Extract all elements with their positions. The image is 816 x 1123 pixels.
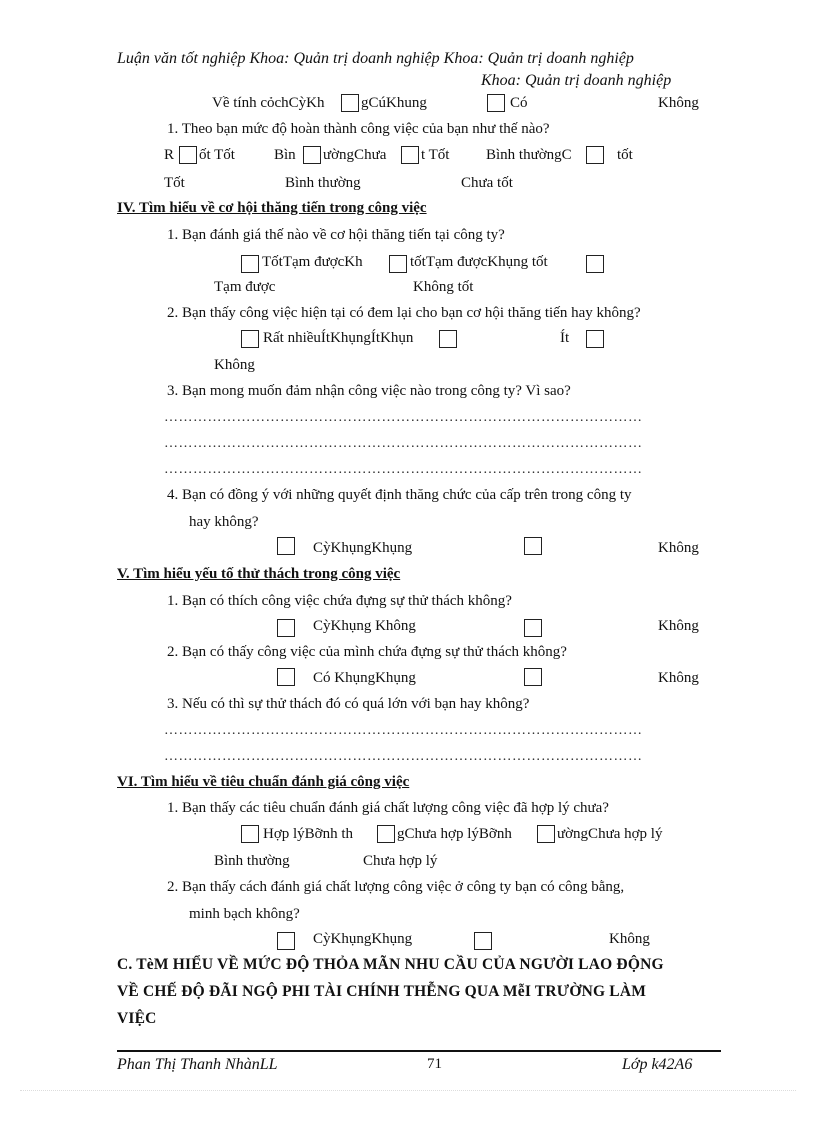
- header-line-1: Luận văn tốt nghiệp Khoa: Quản trị doanh nghiệp Khoa: Quản trị doanh nghiệp: [117, 50, 634, 67]
- checkbox[interactable]: [303, 146, 321, 164]
- footer-class: Lớp k42A6: [622, 1056, 693, 1073]
- option-text: Tạm được: [214, 279, 276, 295]
- option-text: Không: [658, 670, 699, 686]
- option-text: Không: [609, 931, 650, 947]
- footer-rule: [117, 1050, 721, 1052]
- checkbox[interactable]: [277, 619, 295, 637]
- row-b-text: Bìn: [274, 147, 296, 163]
- row-b-text: t Tốt: [421, 147, 450, 163]
- checkbox[interactable]: [537, 825, 555, 843]
- section-title-vi: VI. Tìm hiểu về tiêu chuẩn đánh giá công việc: [117, 774, 410, 790]
- checkbox[interactable]: [586, 330, 604, 348]
- dotted-answer-line[interactable]: ………………………………………………………………………………………: [164, 436, 643, 451]
- section-c-title-line-2: VỀ CHẾ ĐỘ ĐÃI NGỘ PHI TÀI CHÍNH THỄNG QUA MễI TRƯỜNG LÀM: [117, 983, 647, 1000]
- checkbox[interactable]: [341, 94, 359, 112]
- option-text: gChưa hợp lýBỡnh: [397, 826, 512, 842]
- question-text: 3. Bạn mong muốn đảm nhận công việc nào trong công ty? Vì sao?: [167, 383, 571, 399]
- option-text: Hợp lýBỡnh th: [263, 826, 354, 842]
- option-text: Ít: [560, 330, 570, 346]
- question-text: 2. Bạn có thấy công việc của mình chứa đựng sự thử thách không?: [167, 644, 567, 660]
- row-a-text-3: Có: [510, 95, 528, 111]
- section-c-title-line-1: C. TèM HIỂU VỀ MỨC ĐỘ THỎA MÃN NHU CẦU CỦA NGƯỜI LAO ĐỘNG: [117, 956, 664, 973]
- checkbox[interactable]: [389, 255, 407, 273]
- option-text: Không tốt: [413, 279, 474, 295]
- option-text: Bình thường: [214, 853, 290, 869]
- option-text: Rất nhiềuÍtKhụngÍtKhụn: [263, 330, 414, 346]
- checkbox[interactable]: [277, 537, 295, 555]
- question-text: 3. Nếu có thì sự thử thách đó có quá lớn với bạn hay không?: [167, 696, 530, 712]
- option-text: CỳKhụngKhụng: [313, 931, 413, 947]
- option-text: Không: [658, 540, 699, 556]
- dotted-answer-line[interactable]: ………………………………………………………………………………………: [164, 723, 643, 738]
- page-divider: [20, 1090, 796, 1091]
- checkbox[interactable]: [524, 619, 542, 637]
- row-b-text: tốt: [617, 147, 633, 163]
- option-text: Không: [214, 357, 255, 373]
- checkbox[interactable]: [524, 537, 542, 555]
- row-c-text: Chưa tốt: [461, 175, 513, 191]
- option-text: tốtTạm đượcKhụng tốt: [410, 254, 548, 270]
- checkbox[interactable]: [241, 255, 259, 273]
- question-text: hay không?: [189, 514, 259, 530]
- footer-page-number: 71: [427, 1056, 442, 1072]
- checkbox[interactable]: [241, 330, 259, 348]
- option-text: Không: [658, 618, 699, 634]
- row-a-text-1: Về tính cỏchCỳKh: [212, 95, 325, 111]
- section-title-v: V. Tìm hiểu yếu tố thử thách trong công việc: [117, 566, 401, 582]
- checkbox[interactable]: [439, 330, 457, 348]
- row-b-text: ườngChưa: [323, 147, 387, 163]
- question-text: 1. Bạn có thích công việc chứa đựng sự thử thách không?: [167, 593, 512, 609]
- checkbox[interactable]: [487, 94, 505, 112]
- header-line-2: Khoa: Quản trị doanh nghiệp: [481, 72, 672, 89]
- section-c-title-line-3: VIỆC: [117, 1010, 157, 1027]
- row-b-text: R: [164, 147, 175, 163]
- checkbox[interactable]: [377, 825, 395, 843]
- dotted-answer-line[interactable]: ………………………………………………………………………………………: [164, 749, 643, 764]
- checkbox[interactable]: [401, 146, 419, 164]
- section-title-iv: IV. Tìm hiểu về cơ hội thăng tiến trong công việc: [117, 200, 427, 216]
- footer-author: Phan Thị Thanh NhànLL: [117, 1056, 278, 1073]
- dotted-answer-line[interactable]: ………………………………………………………………………………………: [164, 410, 643, 425]
- row-b-text: ốt Tốt: [199, 147, 235, 163]
- checkbox[interactable]: [586, 255, 604, 273]
- checkbox[interactable]: [241, 825, 259, 843]
- row-b-text: Bình thườngC: [486, 147, 572, 163]
- checkbox[interactable]: [179, 146, 197, 164]
- dotted-answer-line[interactable]: ………………………………………………………………………………………: [164, 462, 643, 477]
- checkbox[interactable]: [524, 668, 542, 686]
- question-text: minh bạch không?: [189, 906, 300, 922]
- checkbox[interactable]: [474, 932, 492, 950]
- option-text: ườngChưa hợp lý: [557, 826, 663, 842]
- row-a-text-2: gCúKhung: [361, 95, 427, 111]
- option-text: CỳKhụng Không: [313, 618, 416, 634]
- option-text: Có KhụngKhụng: [313, 670, 416, 686]
- question-text: 1. Bạn đánh giá thế nào về cơ hội thăng tiến tại công ty?: [167, 227, 505, 243]
- checkbox[interactable]: [586, 146, 604, 164]
- question-text: 4. Bạn có đồng ý với những quyết định thăng chức của cấp trên trong công ty: [167, 487, 632, 503]
- row-a-text-4: Không: [658, 95, 699, 111]
- question-text: 1. Bạn thấy các tiêu chuẩn đánh giá chất lượng công việc đã hợp lý chưa?: [167, 800, 609, 816]
- option-text: TốtTạm đượcKh: [262, 254, 363, 270]
- row-c-text: Tốt: [164, 175, 185, 191]
- option-text: CỳKhụngKhụng: [313, 540, 413, 556]
- checkbox[interactable]: [277, 668, 295, 686]
- checkbox[interactable]: [277, 932, 295, 950]
- option-text: Chưa hợp lý: [363, 853, 438, 869]
- row-c-text: Bình thường: [285, 175, 361, 191]
- question-text: 1. Theo bạn mức độ hoàn thành công việc của bạn như thế nào?: [167, 121, 550, 137]
- question-text: 2. Bạn thấy cách đánh giá chất lượng công việc ở công ty bạn có công bằng,: [167, 879, 625, 895]
- question-text: 2. Bạn thấy công việc hiện tại có đem lại cho bạn cơ hội thăng tiến hay không?: [167, 305, 641, 321]
